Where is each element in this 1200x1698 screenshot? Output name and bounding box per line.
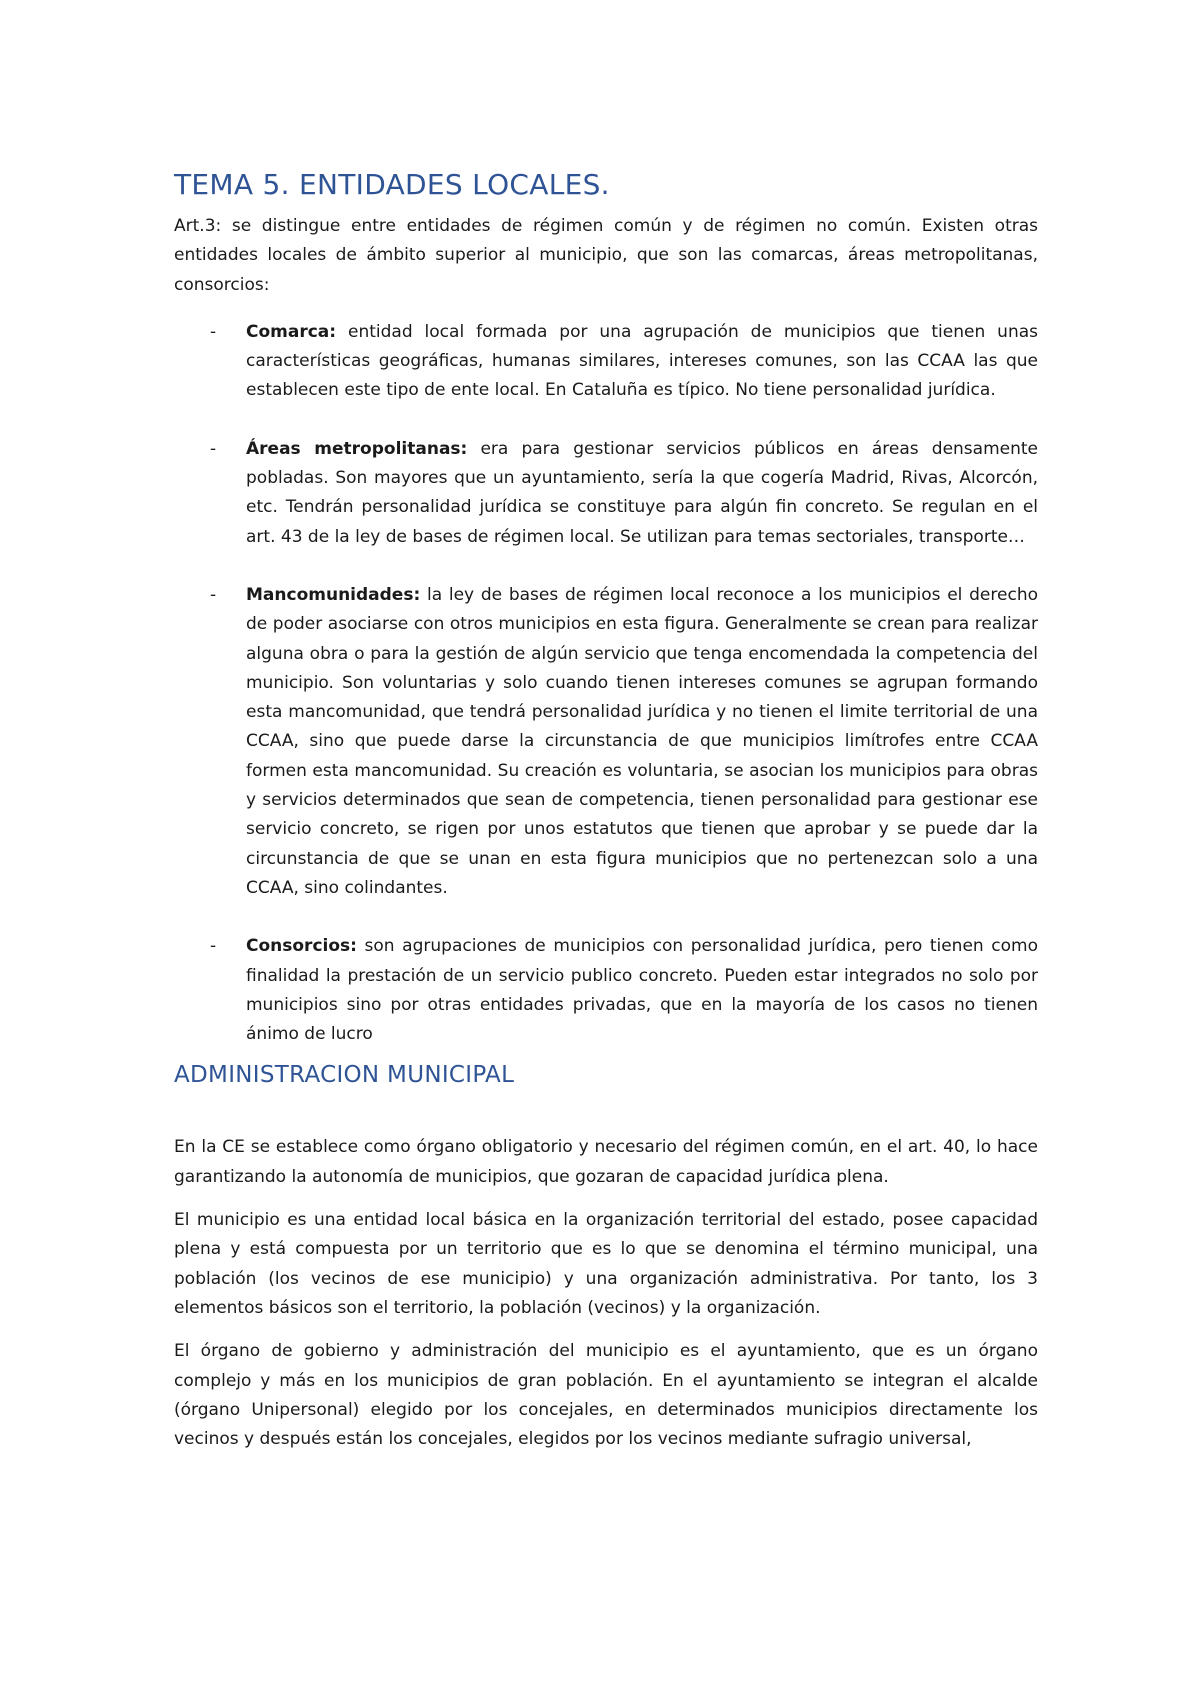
list-item-comarca (174, 318, 1038, 406)
list-item-areas-metropolitanas (174, 435, 1038, 552)
list-text: era para gestionar servicios públicos en áreas densamente pobladas. Son mayores que un ayuntamiento, sería la que cogería Madrid, Rivas, Alcorcón, etc. Tendrán personalidad jurídica se constituye para algún fin concreto. Se regulan en el art. 43 de la ley de bases de régimen local. Se utilizan para temas sectoriales, transporte… (246, 438, 1038, 547)
list-dash: - (210, 584, 217, 605)
list-term: Consorcios: (246, 936, 357, 957)
document-page (174, 168, 1038, 1468)
list-text: la ley de bases de régimen local reconoce a los municipios el derecho de poder asociarse con otros municipios en esta figura. Generalmente se crean para realizar alguna obra o para la gestión de algún servicio que tenga encomendada la competencia del municipio. Son voluntarias y solo cuando tienen intereses comunes se agrupan formando esta mancomunidad, que tendrá personalidad jurídica y no tienen el limite territorial de una CCAA, sino que puede darse la circunstancia de que municipios limítrofes entre CCAA formen esta mancomunidad. Su creación es voluntaria, se asocian los municipios para obras y servicios determinados que sean de competencia, tienen personalidad para gestionar ese servicio concreto, se rigen por unos estatutos que tienen que aprobar y se puede dar la circunstancia de que se unan en esta figura municipios que no pertenezcan solo a una CCAA, sino colindantes. (246, 584, 1038, 898)
intro-paragraph: Art.3: se distingue entre entidades de régimen común y de régimen no común. Existen otras entidades locales de ámbito superior al municipio, que son las comarcas, áreas metropolitanas, consorcios: (174, 216, 1038, 295)
list-dash: - (210, 321, 217, 342)
list-item-consorcios (174, 932, 1038, 1049)
list-text: son agrupaciones de municipios con personalidad jurídica, pero tienen como finalidad la prestación de un servicio publico concreto. Pueden estar integrados no solo por municipios sino por otras entidades privadas, que en la mayoría de los casos no tienen ánimo de lucro (246, 936, 1038, 1045)
entity-list (174, 318, 1038, 1050)
body-paragraph: En la CE se establece como órgano obligatorio y necesario del régimen común, en el art. 40, lo hace garantizando la autonomía de municipios, que gozaran de capacidad jurídica plena. (174, 1137, 1038, 1187)
list-dash: - (210, 936, 217, 957)
document-title: TEMA 5. ENTIDADES LOCALES. (174, 168, 610, 201)
body-paragraph: El municipio es una entidad local básica en la organización territorial del estado, posee capacidad plena y está compuesta por un territorio que es lo que se denomina el término municipal, una población (los vecinos de ese municipio) y una organización administrativa. Por tanto, los 3 elementos básicos son el territorio, la población (vecinos) y la organización. (174, 1210, 1038, 1318)
list-text: entidad local formada por una agrupación de municipios que tienen unas características geográficas, humanas similares, intereses comunes, son las CCAA las que establecen este tipo de ente local. En Cataluña es típico. No tiene personalidad jurídica. (246, 321, 1038, 401)
list-dash: - (210, 438, 217, 459)
list-term: Comarca: (246, 321, 337, 342)
list-item-mancomunidades (174, 581, 1038, 903)
list-term: Áreas metropolitanas: (246, 438, 468, 459)
body-paragraph: El órgano de gobierno y administración del municipio es el ayuntamiento, que es un órgano complejo y más en los municipios de gran población. En el ayuntamiento se integran el alcalde (órgano Unipersonal) elegido por los concejales, en determinados municipios directamente los vecinos y después están los concejales, elegidos por los vecinos mediante sufragio universal, (174, 1341, 1038, 1450)
section-heading: ADMINISTRACION MUNICIPAL (174, 1062, 515, 1089)
list-term: Mancomunidades: (246, 584, 421, 605)
